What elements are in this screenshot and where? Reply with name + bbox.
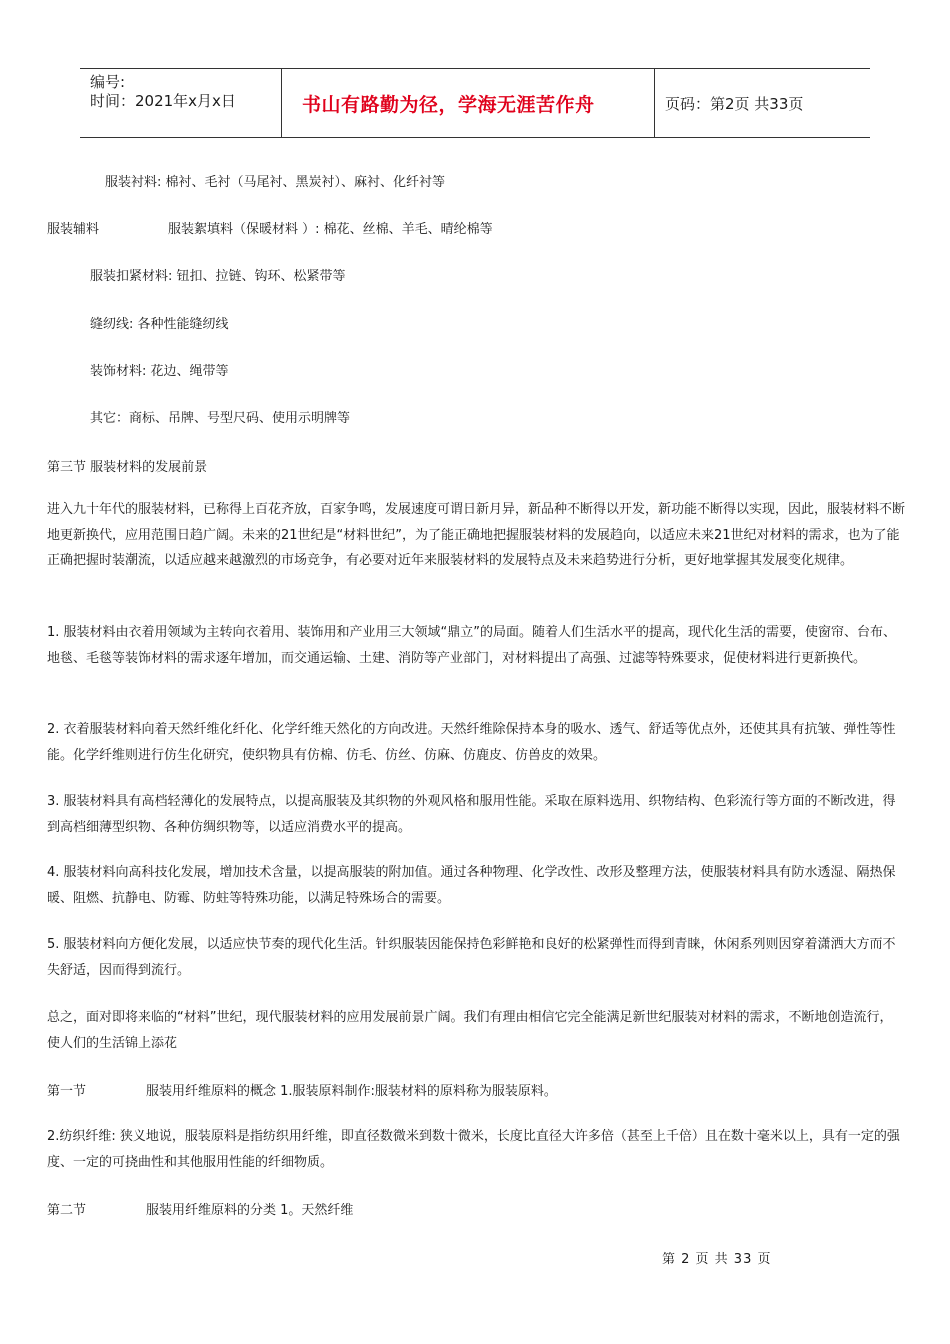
intro-paragraph: 进入九十年代的服装材料，已称得上百花齐放，百家争鸣，发展速度可谓日新月异，新品种不断得以开发，新功能不断得以实现，因此，服装材料不断地更新换代，应用范围日趋广阔。未来的21世纪是“材料世纪”，为了能正确地把握服装材料的发展趋向，以适应未来21世纪对材料的需求，也为了能正确把握时装潮流，以适应越来越激烈的市场竞争，有必要对近年来服装材料的发展特点及未来趋势进行分析，更好地掌握其发展变化规律。 <box>47 502 906 568</box>
point-3-paragraph: 3. 服装材料具有高档轻薄化的发展特点，以提高服装及其织物的外观风格和服用性能。采取在原料选用、织物结构、色彩流行等方面的不断改进，得到高档细薄型织物、各种仿绸织物等，以适应消费水平的提高。 <box>47 794 896 835</box>
page-header <box>80 68 870 138</box>
section1-label: 第一节 <box>47 1084 87 1099</box>
section3-heading: 第三节 服装材料的发展前景 <box>47 460 208 475</box>
fastening-line: 服装扣紧材料: 钮扣、拉链、钩环、松紧带等 <box>90 269 346 284</box>
number-label: 编号: <box>90 73 126 91</box>
lining-line: 服装衬料: 棉衬、毛衬（马尾衬、黑炭衬）、麻衬、化纤衬等 <box>105 175 446 190</box>
filling-line: 服装絮填料（保暖材料 ）: 棉花、丝棉、羊毛、晴纶棉等 <box>168 222 493 237</box>
point-2-paragraph: 2. 衣着服装材料向着天然纤维化纤化、化学纤维天然化的方向改进。天然纤维除保持本身的吸水、透气、舒适等优点外，还使其具有抗皱、弹性等性能。化学纤维则进行仿生化研究，使织物具有仿棉、仿毛、仿丝、仿麻、仿鹿皮、仿兽皮的效果。 <box>47 722 896 763</box>
header-motto-cell <box>282 69 655 137</box>
page-code: 页码：第2页 共33页 <box>665 94 804 113</box>
point-4-paragraph: 4. 服装材料向高科技化发展，增加技术含量，以提高服装的附加值。通过各种物理、化学改性、改形及整理方法，使服装材料具有防水透湿、隔热保暖、阻燃、抗静电、防霉、防蛀等特殊功能，以满足特殊场合的需要。 <box>47 865 896 906</box>
point-1-paragraph: 1. 服装材料由衣着用领域为主转向衣着用、装饰用和产业用三大领域“鼎立”的局面。随着人们生活水平的提高，现代化生活的需要，使窗帘、台布、地毯、毛毯等装饰材料的需求逐年增加，而交通运输、土建、消防等产业部门，对材料提出了高强、过滤等特殊要求，促使材料进行更新换代。 <box>47 625 897 666</box>
other-line: 其它：商标、吊牌、号型尺码、使用示明牌等 <box>90 411 351 426</box>
aux-label: 服装辅料 <box>47 222 100 237</box>
thread-line: 缝纫线: 各种性能缝纫线 <box>90 317 229 332</box>
section2-label: 第二节 <box>47 1203 87 1218</box>
point-5-paragraph: 5. 服装材料向方便化发展，以适应快节奏的现代化生活。针织服装因能保持色彩鲜艳和良好的松紧弹性而得到青睐，休闲系列则因穿着潇洒大方而不失舒适，因而得到流行。 <box>47 937 896 978</box>
time-label: 时间：2021年x月x日 <box>90 92 236 110</box>
section1-text: 服装用纤维原料的概念 1.服装原料制作:服装材料的原料称为服装原料。 <box>146 1084 557 1099</box>
motto: 书山有路勤为径，学海无涯苦作舟 <box>302 93 595 116</box>
section2-text: 服装用纤维原料的分类 1。天然纤维 <box>146 1203 354 1218</box>
page-footer: 第 2 页 共 33 页 <box>662 1252 772 1267</box>
decoration-line: 装饰材料: 花边、绳带等 <box>90 364 229 379</box>
header-info-cell <box>80 69 282 137</box>
fiber-paragraph: 2.纺织纤维: 狭义地说，服装原料是指纺织用纤维，即直径数微米到数十微米，长度比直径大许多倍（甚至上千倍）且在数十毫米以上，具有一定的强度、一定的可挠曲性和其他服用性能的纤细物质。 <box>47 1129 900 1170</box>
summary-paragraph: 总之，面对即将来临的“材料”世纪，现代服装材料的应用发展前景广阔。我们有理由相信它完全能满足新世纪服装对材料的需求，不断地创造流行，使人们的生活锦上添花 <box>47 1010 893 1051</box>
header-page-cell <box>655 69 870 137</box>
